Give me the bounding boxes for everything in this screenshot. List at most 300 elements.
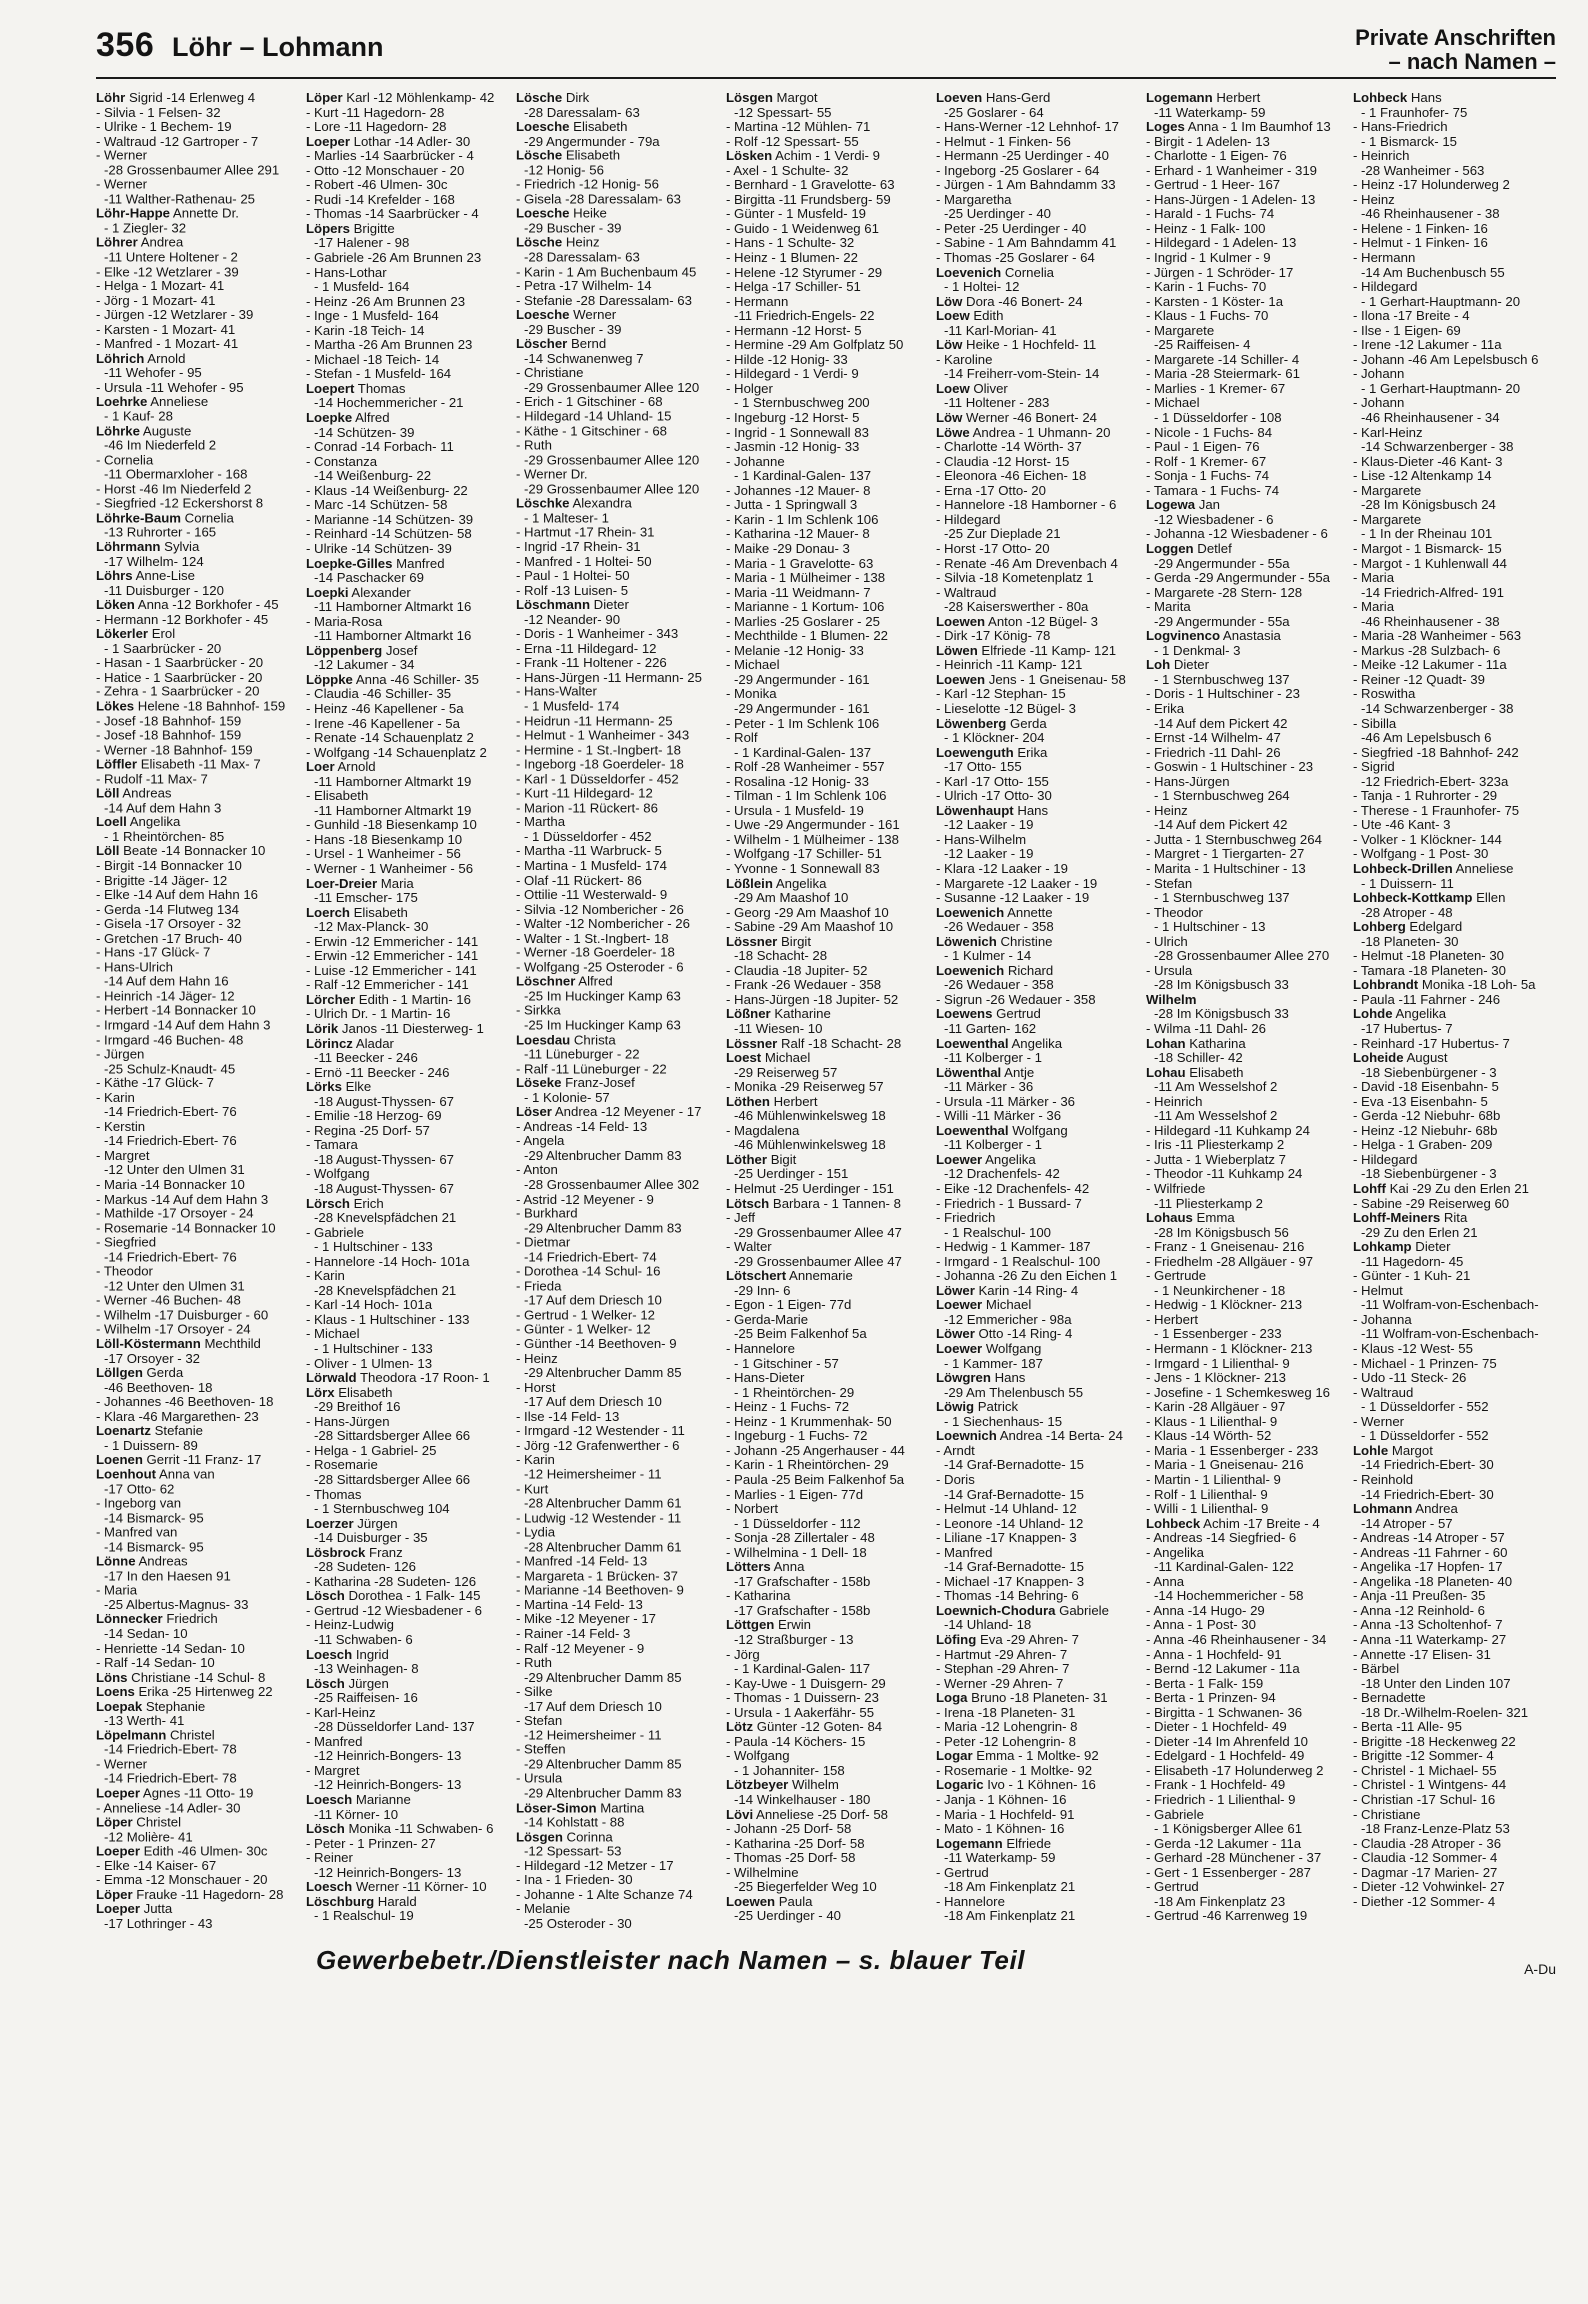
directory-entry: - Heinz - 1 Blumen- 22 bbox=[726, 251, 858, 266]
surname: Löll bbox=[96, 786, 120, 801]
directory-entry-head: Loga Bruno -18 Planeten- 31 bbox=[936, 1691, 1108, 1706]
surname: Lohau bbox=[1146, 1065, 1186, 1080]
directory-entry: - Marianne -14 Beethoven- 9 bbox=[516, 1583, 684, 1598]
directory-entry: - Eva -13 Eisenbahn- 5 bbox=[1353, 1094, 1488, 1109]
surname: Loewnich bbox=[936, 1429, 997, 1444]
surname: Loest bbox=[726, 1051, 762, 1066]
directory-entry: - 1 Ziegler- 32 bbox=[104, 221, 187, 236]
directory-entry: - Hermann bbox=[726, 294, 789, 309]
directory-entry: - Wolfgang -17 Schiller- 51 bbox=[726, 847, 882, 862]
directory-entry: - Jürgen - 1 Schröder- 17 bbox=[1146, 265, 1294, 280]
directory-entry: - Werner Dr. bbox=[516, 467, 588, 482]
directory-entry: - Iris -11 Pliesterkamp 2 bbox=[1146, 1138, 1285, 1153]
directory-entry: - Sonja -28 Zillertaler - 48 bbox=[726, 1531, 875, 1546]
surname: Löken bbox=[96, 598, 135, 613]
directory-entry: - Jutta - 1 Springwall 3 bbox=[726, 498, 858, 513]
directory-entry: - Marianne - 1 Kortum- 106 bbox=[726, 600, 885, 615]
directory-entry: - Frieda bbox=[516, 1279, 562, 1294]
directory-entry: -11 Schwaben- 6 bbox=[314, 1632, 413, 1647]
directory-entry: - Wolfgang - 1 Post- 30 bbox=[1353, 847, 1489, 862]
surname: Loew bbox=[936, 309, 970, 324]
directory-entry: - Hans -18 Biesenkamp 10 bbox=[306, 832, 463, 847]
directory-entry: - Ursula -11 Märker - 36 bbox=[936, 1094, 1075, 1109]
directory-entry-head: Loell Angelika bbox=[96, 815, 181, 830]
directory-entry: - Christel - 1 Michael- 55 bbox=[1353, 1763, 1497, 1778]
directory-entry: - Eleonora -46 Eichen- 18 bbox=[936, 469, 1087, 484]
directory-entry-head: Lösbrock Franz bbox=[306, 1545, 403, 1560]
directory-entry-head: Löppenberg Josef bbox=[306, 643, 418, 658]
directory-entry-head: Lohbeck-Kottkamp Ellen bbox=[1353, 891, 1506, 906]
directory-entry-head: Loewenguth Erika bbox=[936, 745, 1048, 760]
directory-entry: -17 Auf dem Driesch 10 bbox=[524, 1699, 662, 1714]
directory-entry: - Stefanie -28 Daressalam- 63 bbox=[516, 293, 692, 308]
surname: Loevenich bbox=[936, 265, 1002, 280]
surname: Löschmann bbox=[516, 598, 591, 613]
directory-entry-head: Loeper Lothar -14 Adler- 30 bbox=[306, 134, 471, 149]
directory-entry: - Johannes -12 Mauer- 8 bbox=[726, 483, 871, 498]
directory-entry: - Berta - 1 Prinzen- 94 bbox=[1146, 1691, 1276, 1706]
directory-entry: - Tanja - 1 Ruhrorter - 29 bbox=[1353, 789, 1498, 804]
footer-note: Gewerbebetr./Dienstleister nach Namen – s. blauer Teil bbox=[316, 1945, 1026, 1975]
directory-entry: - Werner bbox=[96, 1757, 148, 1772]
directory-entry: -18 August-Thyssen- 67 bbox=[314, 1094, 455, 1109]
directory-entry: - Holger bbox=[726, 381, 773, 396]
directory-entry-head: Loh Dieter bbox=[1146, 658, 1210, 673]
surname: Lösgen bbox=[516, 1830, 563, 1844]
directory-entry: - Katharina bbox=[726, 1589, 791, 1604]
directory-entry: - Gert - 1 Essenberger - 287 bbox=[1146, 1865, 1311, 1880]
directory-entry: - Markus -28 Sulzbach- 6 bbox=[1353, 643, 1501, 658]
directory-entry: -17 Halener - 98 bbox=[314, 236, 410, 251]
directory-entry-head: Löpelmann Christel bbox=[96, 1728, 215, 1743]
directory-entry: - Käthe - 1 Gitschiner - 68 bbox=[516, 424, 667, 439]
directory-entry: - Hans-Jürgen - 1 Adelen- 13 bbox=[1146, 192, 1316, 207]
directory-entry: - 1 Hultschiner - 133 bbox=[314, 1342, 433, 1357]
directory-entry: -17 Grafschafter - 158b bbox=[734, 1574, 871, 1589]
directory-entry: -12 Friedrich-Ebert- 323a bbox=[1361, 774, 1509, 789]
directory-entry: -17 Grafschafter - 158b bbox=[734, 1603, 871, 1618]
directory-entry: -11 Kolberger - 1 bbox=[944, 1138, 1042, 1153]
directory-entry: -17 In den Haesen 91 bbox=[104, 1569, 231, 1584]
directory-entry: -18 Siebenbürgener - 3 bbox=[1361, 1167, 1497, 1182]
directory-entry: - Friedhelm -28 Allgäuer - 97 bbox=[1146, 1254, 1314, 1269]
directory-entry: - Käthe -17 Glück- 7 bbox=[96, 1076, 215, 1091]
directory-entry: - Goswin - 1 Hultschiner - 23 bbox=[1146, 760, 1314, 775]
directory-entry: - Claudia -12 Sommer- 4 bbox=[1353, 1851, 1498, 1866]
directory-entry: - Peter -25 Uerdinger - 40 bbox=[936, 221, 1087, 236]
directory-entry: - Luise -12 Emmericher - 141 bbox=[306, 963, 477, 978]
directory-entry: -46 Am Lepelsbusch 6 bbox=[1361, 731, 1492, 746]
directory-entry: - Ulrike - 1 Bechem- 19 bbox=[96, 119, 232, 134]
directory-entry-head: Lösche Elisabeth bbox=[516, 148, 621, 163]
directory-entry: - Irmgard - 1 Lilienthal- 9 bbox=[1146, 1356, 1290, 1371]
directory-entry-head: Lövi Anneliese -25 Dorf- 58 bbox=[726, 1807, 888, 1822]
directory-entry: - 1 Hultschiner - 133 bbox=[314, 1240, 433, 1255]
directory-entry: - Brigitte -14 Jäger- 12 bbox=[96, 873, 228, 888]
directory-entry-head: Loesche Heike bbox=[516, 206, 607, 221]
directory-entry: -25 Beim Falkenhof 5a bbox=[734, 1327, 867, 1342]
surname: Logar bbox=[936, 1749, 973, 1764]
directory-entry: - Maria - 1 Gravelotte- 63 bbox=[726, 556, 874, 571]
directory-entry: - Walter - 1 St.-Ingbert- 18 bbox=[516, 931, 669, 946]
directory-entry: - Johanna -12 Wiesbadener - 6 bbox=[1146, 527, 1328, 542]
directory-entry: -25 Raiffeisen- 4 bbox=[1154, 338, 1251, 353]
directory-entry: - Siegfried -12 Eckershorst 8 bbox=[96, 496, 264, 511]
directory-entry: - Hildegard -11 Kuhkamp 24 bbox=[1146, 1123, 1310, 1138]
surname: Lohbeck-Drillen bbox=[1353, 861, 1453, 876]
surname: Lörik bbox=[306, 1022, 339, 1036]
directory-entry: - Elke -14 Auf dem Hahn 16 bbox=[96, 888, 259, 902]
directory-entry: - Karl -14 Hoch- 101a bbox=[306, 1298, 433, 1313]
directory-entry: - Dietmar bbox=[516, 1235, 571, 1250]
directory-entry: - Angela bbox=[516, 1134, 565, 1149]
surname: Lörcher bbox=[306, 992, 356, 1007]
directory-entry: - Karoline bbox=[936, 352, 993, 367]
directory-entry: - Silvia -18 Kometenplatz 1 bbox=[936, 571, 1094, 586]
directory-entry: - Helmut - 1 Finken- 16 bbox=[1353, 236, 1488, 251]
directory-entry: - Christel - 1 Wintgens- 44 bbox=[1353, 1778, 1507, 1793]
directory-entry: -25 Im Huckinger Kamp 63 bbox=[524, 1018, 681, 1033]
directory-entry: - Kurt bbox=[516, 1482, 549, 1497]
directory-entry-head: Loewen Jens - 1 Gneisenau- 58 bbox=[936, 672, 1126, 687]
directory-entry: - Helmut - 1 Wanheimer - 343 bbox=[516, 728, 690, 743]
directory-entry: - Otto -12 Monschauer - 20 bbox=[306, 163, 465, 178]
directory-entry: - Klara -12 Laaker - 19 bbox=[936, 861, 1068, 876]
directory-entry-head: Lösken Achim - 1 Verdi- 9 bbox=[726, 149, 880, 164]
directory-entry: - Markus -14 Auf dem Hahn 3 bbox=[96, 1192, 269, 1207]
directory-entry: - Günter - 1 Welker- 12 bbox=[516, 1322, 651, 1337]
directory-entry: - Gerda -12 Niebuhr- 68b bbox=[1353, 1109, 1501, 1124]
directory-entry: - Ingrid -17 Rhein- 31 bbox=[516, 540, 641, 555]
directory-entry: - Karin bbox=[306, 1269, 345, 1284]
directory-entry: -13 Ruhrorter - 165 bbox=[104, 525, 217, 540]
surname: Löwenich bbox=[936, 934, 997, 949]
directory-entry: - Werner -29 Ahren- 7 bbox=[936, 1676, 1064, 1691]
directory-entry-head: Löper Frauke -11 Hagedorn- 28 bbox=[96, 1887, 284, 1902]
directory-entry: -12 Heimersheimer - 11 bbox=[524, 1467, 662, 1482]
directory-entry: - 1 Realschul- 100 bbox=[944, 1225, 1052, 1240]
directory-entry: - Reinhard -17 Hubertus- 7 bbox=[1353, 1036, 1510, 1051]
directory-entry: - Kurt -11 Hildegard- 12 bbox=[516, 786, 653, 801]
directory-entry: -12 Molière- 41 bbox=[104, 1830, 193, 1844]
directory-entry: - 1 Düsseldorfer - 552 bbox=[1361, 1429, 1489, 1444]
directory-entry: - Mathilde -17 Orsoyer - 24 bbox=[96, 1206, 254, 1221]
directory-entry: - Karin - 1 Am Buchenbaum 45 bbox=[516, 264, 697, 279]
directory-entry: - Erna -17 Otto- 20 bbox=[936, 483, 1046, 498]
directory-entry: - Helmut -18 Planeten- 30 bbox=[1353, 949, 1504, 964]
directory-entry: - Gabriele -26 Am Brunnen 23 bbox=[306, 251, 482, 266]
directory-entry: - Maria -14 Bonnacker 10 bbox=[96, 1177, 245, 1192]
directory-entry: - Michael bbox=[1146, 396, 1200, 411]
section-title-line1: Private Anschriften bbox=[1355, 25, 1556, 50]
directory-entry: - Ulrich bbox=[1146, 934, 1188, 949]
directory-entry: - Claudia -12 Horst- 15 bbox=[936, 454, 1070, 469]
directory-entry: -28 Grossenbaumer Allee 302 bbox=[524, 1177, 700, 1192]
directory-entry: - Anna -14 Hugo- 29 bbox=[1146, 1603, 1265, 1618]
directory-entry: - Reinhard -14 Schützen- 58 bbox=[306, 527, 472, 542]
directory-entry-head: Logewa Jan bbox=[1146, 498, 1221, 513]
directory-entry: - Hermann -12 Borkhofer - 45 bbox=[96, 612, 269, 627]
directory-entry: -11 Wolfram-von-Eschenbach- bbox=[1361, 1298, 1539, 1313]
directory-entry: -11 Körner- 10 bbox=[314, 1807, 399, 1822]
surname: Lössner bbox=[726, 934, 778, 949]
directory-entry: -11 Duisburger - 120 bbox=[104, 583, 224, 598]
directory-entry: -14 Weißenburg- 22 bbox=[314, 469, 432, 484]
surname: Löwe bbox=[936, 425, 970, 440]
directory-entry-head: Lötz Günter -12 Goten- 84 bbox=[726, 1720, 883, 1735]
directory-entry-head: Lohbeck-Drillen Anneliese bbox=[1353, 861, 1514, 876]
directory-entry: - Conrad -14 Forbach- 11 bbox=[306, 440, 454, 455]
surname: Lösch bbox=[306, 1822, 345, 1837]
directory-entry: - Wilfriede bbox=[1146, 1182, 1206, 1197]
directory-entry: - Gabriele bbox=[306, 1225, 364, 1240]
directory-entry: - Margarete bbox=[1353, 512, 1422, 527]
directory-entry-head: Löser-Simon Martina bbox=[516, 1801, 645, 1815]
directory-entry-head: Lößlein Angelika bbox=[726, 876, 827, 891]
surname: Löpers bbox=[306, 221, 350, 236]
surname: Loepert bbox=[306, 381, 355, 396]
directory-entry: - Michael -18 Teich- 14 bbox=[306, 352, 440, 367]
directory-entry: -14 Schwarzenberger - 38 bbox=[1361, 440, 1514, 455]
directory-entry: - Karl-Heinz bbox=[306, 1705, 376, 1720]
directory-entry: - Horst -46 Im Niederfeld 2 bbox=[96, 482, 252, 497]
surname: Loewens bbox=[936, 1007, 993, 1022]
directory-entry-head: Löscher Bernd bbox=[516, 337, 607, 352]
directory-entry-head: Löschmann Dieter bbox=[516, 598, 629, 613]
directory-entry: - Karin -28 Allgäuer - 97 bbox=[1146, 1400, 1286, 1415]
directory-entry-head: Loheide August bbox=[1353, 1051, 1448, 1066]
directory-entry: - Friedrich - 1 Bussard- 7 bbox=[936, 1196, 1082, 1211]
directory-entry: - Christiane bbox=[1353, 1807, 1421, 1822]
directory-entry: - Karin bbox=[96, 1090, 135, 1105]
surname: Lohaus bbox=[1146, 1211, 1193, 1226]
directory-entry-head: Loerzer Jürgen bbox=[306, 1516, 398, 1531]
directory-entry: -12 Spessart- 53 bbox=[524, 1844, 622, 1859]
directory-entry: -14 Schwanenweg 7 bbox=[524, 351, 644, 366]
directory-entry: -11 Hamborner Altmarkt 16 bbox=[314, 629, 472, 644]
directory-entry-head: Lohbeck Hans bbox=[1353, 91, 1442, 105]
directory-entry: - Wilhelmina - 1 Dell- 18 bbox=[726, 1545, 867, 1560]
directory-entry: - Brigitte -12 Sommer- 4 bbox=[1353, 1749, 1494, 1764]
directory-entry: - Hans-Wilhelm bbox=[936, 832, 1027, 847]
directory-entry: -18 Siebenbürgener - 3 bbox=[1361, 1065, 1497, 1080]
directory-entry: - Andreas -14 Feld- 13 bbox=[516, 1119, 648, 1134]
directory-entry: - Steffen bbox=[516, 1743, 566, 1758]
directory-entry: - Walter bbox=[726, 1240, 772, 1255]
directory-entry-head: Logaric Ivo - 1 Köhnen- 16 bbox=[936, 1778, 1096, 1793]
directory-entry: -12 Wiesbadener - 6 bbox=[1154, 512, 1274, 527]
directory-entry: - Wilhelm -17 Duisburger - 60 bbox=[96, 1308, 269, 1323]
directory-column-3 bbox=[516, 91, 720, 1931]
directory-entry-head: Löw Heike - 1 Hochfeld- 11 bbox=[936, 338, 1097, 353]
directory-entry: - Dieter - 1 Hochfeld- 49 bbox=[1146, 1720, 1287, 1735]
directory-entry: - Birgitta - 1 Schwanen- 36 bbox=[1146, 1705, 1303, 1720]
directory-entry: - 1 Kolonie- 57 bbox=[524, 1090, 610, 1105]
directory-entry: -14 Auf dem Hahn 16 bbox=[104, 974, 229, 989]
directory-entry: - Günther -14 Beethoven- 9 bbox=[516, 1337, 677, 1352]
directory-entry: - Heinz - 1 Krummenhak- 50 bbox=[726, 1414, 892, 1429]
directory-entry-head: Löffler Elisabeth -11 Max- 7 bbox=[96, 757, 261, 772]
section-title bbox=[1355, 26, 1556, 74]
directory-entry: - Stefan bbox=[516, 1714, 563, 1729]
directory-entry: -28 Kaiserswerther - 80a bbox=[944, 600, 1089, 615]
surname: Loewenthal bbox=[936, 1036, 1009, 1051]
surname: Lohkamp bbox=[1353, 1240, 1412, 1255]
surname: Loesdau bbox=[516, 1032, 571, 1047]
directory-entry: -11 Holtener - 283 bbox=[944, 396, 1050, 411]
directory-entry-head: Löwenberg Gerda bbox=[936, 716, 1047, 731]
directory-entry: -28 Im Königsbusch 33 bbox=[1154, 978, 1289, 993]
directory-entry: - Claudia -18 Jupiter- 52 bbox=[726, 963, 868, 978]
directory-entry: -14 Friedrich-Ebert- 76 bbox=[104, 1250, 237, 1265]
directory-entry: - Oliver - 1 Ulmen- 13 bbox=[306, 1356, 433, 1371]
directory-entry: -12 Heinrich-Bongers- 13 bbox=[314, 1778, 462, 1793]
directory-entry-head: Loepak Stephanie bbox=[96, 1699, 206, 1714]
directory-entry: - Maria - 1 Essenberger - 233 bbox=[1146, 1443, 1319, 1458]
surname: Loesch bbox=[306, 1880, 353, 1895]
surname: Löther bbox=[726, 1152, 768, 1167]
surname: Loeven bbox=[936, 91, 983, 105]
surname: Logemann bbox=[1146, 91, 1213, 105]
directory-entry: - Mato - 1 Köhnen- 16 bbox=[936, 1822, 1065, 1837]
directory-entry: - Henriette -14 Sedan- 10 bbox=[96, 1641, 245, 1656]
directory-entry: - 1 Düsseldorfer - 452 bbox=[524, 830, 652, 845]
directory-entry: - Martin - 1 Lilienthal- 9 bbox=[1146, 1472, 1281, 1487]
directory-entry: -28 Daressalam- 63 bbox=[524, 105, 640, 120]
directory-entry: -17 Otto- 62 bbox=[104, 1482, 175, 1497]
directory-entry: -14 Friedrich-Alfred- 191 bbox=[1361, 585, 1504, 600]
directory-entry: -29 Angermunder - 55a bbox=[1154, 556, 1290, 571]
directory-entry: - 1 Kammer- 187 bbox=[944, 1356, 1043, 1371]
directory-entry: -12 Unter den Ulmen 31 bbox=[104, 1279, 245, 1294]
directory-entry: - Berta - 1 Falk- 159 bbox=[1146, 1676, 1264, 1691]
directory-entry: -29 Angermunder - 161 bbox=[734, 701, 870, 716]
directory-entry: - Gerda -12 Lakumer - 11a bbox=[1146, 1836, 1302, 1851]
directory-entry: - Anna -12 Reinhold- 6 bbox=[1353, 1603, 1485, 1618]
directory-entry: - Volker - 1 Klöckner- 144 bbox=[1353, 832, 1502, 847]
surname: Lösch bbox=[306, 1589, 345, 1604]
directory-entry: -29 Grossenbaumer Allee 47 bbox=[734, 1225, 902, 1240]
directory-entry-head: Lörwald Theodora -17 Roon- 1 bbox=[306, 1371, 490, 1386]
surname: Loewen bbox=[726, 1894, 776, 1909]
directory-entry: - Margarete -28 Stern- 128 bbox=[1146, 585, 1303, 600]
directory-entry: - Charlotte -14 Wörth- 37 bbox=[936, 440, 1082, 455]
directory-entry: - Meike -12 Lakumer - 11a bbox=[1353, 658, 1507, 673]
directory-entry: -14 Friedrich-Ebert- 76 bbox=[104, 1105, 237, 1120]
directory-entry: - Klaus - 1 Fuchs- 70 bbox=[1146, 309, 1269, 324]
directory-entry-head: Löhr-Happe Annette Dr. bbox=[96, 206, 239, 221]
directory-entry: - Gertrude bbox=[1146, 1269, 1207, 1284]
directory-entry: -29 Buscher - 39 bbox=[524, 221, 622, 236]
surname: Loewer bbox=[936, 1152, 983, 1167]
directory-entry: - Andreas -14 Siegfried- 6 bbox=[1146, 1531, 1297, 1546]
directory-entry-head: Löwig Patrick bbox=[936, 1400, 1019, 1415]
directory-entry: -25 Uerdinger - 151 bbox=[734, 1167, 849, 1182]
directory-entry: - Mike -12 Meyener - 17 bbox=[516, 1612, 656, 1627]
directory-entry: -11 Walther-Rathenau- 25 bbox=[104, 192, 255, 207]
directory-entry-head: Lohmann Andrea bbox=[1353, 1502, 1458, 1517]
directory-entry: - Hildegard -12 Metzer - 17 bbox=[516, 1858, 674, 1873]
directory-entry: - Heinz -26 Am Brunnen 23 bbox=[306, 294, 466, 309]
directory-entry: - Siegfried -18 Bahnhof- 242 bbox=[1353, 745, 1519, 760]
directory-entry: - Hasan - 1 Saarbrücker - 20 bbox=[96, 656, 264, 671]
surname: Lohbrandt bbox=[1353, 978, 1419, 993]
directory-entry: -12 Neander- 90 bbox=[524, 612, 621, 627]
directory-entry: -17 Hubertus- 7 bbox=[1361, 1022, 1453, 1036]
directory-entry: - Emma -12 Monschauer - 20 bbox=[96, 1873, 268, 1888]
surname: Loesch bbox=[306, 1647, 353, 1662]
directory-entry: -18 Franz-Lenze-Platz 53 bbox=[1361, 1822, 1510, 1837]
directory-entry: -12 Unter den Ulmen 31 bbox=[104, 1163, 245, 1178]
surname: Löll-Köstermann bbox=[96, 1337, 201, 1352]
directory-entry: -46 Mühlenwinkelsweg 18 bbox=[734, 1138, 886, 1153]
directory-entry: - Anton bbox=[516, 1163, 558, 1178]
directory-entry: -17 Lothringer - 43 bbox=[104, 1916, 213, 1931]
directory-entry-head: Logar Emma - 1 Moltke- 92 bbox=[936, 1749, 1099, 1764]
surname: Lohberg bbox=[1353, 920, 1406, 935]
directory-entry: - Friedrich - 1 Lilienthal- 9 bbox=[1146, 1792, 1296, 1807]
directory-entry: - Marita - 1 Hultschiner - 13 bbox=[1146, 861, 1306, 876]
directory-entry: - Irene -46 Kapellener - 5a bbox=[306, 716, 460, 731]
directory-entry: - Ursula - 1 Musfeld- 19 bbox=[726, 803, 864, 818]
directory-entry: - 1 Denkmal- 3 bbox=[1154, 643, 1241, 658]
directory-entry: - Marlies -25 Goslarer - 25 bbox=[726, 614, 880, 629]
directory-entry: - Elke -14 Kaiser- 67 bbox=[96, 1858, 217, 1873]
directory-entry: - Helga - 1 Gabriel- 25 bbox=[306, 1443, 437, 1458]
directory-entry: - Thomas -14 Behring- 6 bbox=[936, 1589, 1079, 1604]
directory-columns bbox=[96, 91, 1556, 1931]
surname: Loewer bbox=[936, 1342, 983, 1357]
directory-entry-head: Löllgen Gerda bbox=[96, 1366, 184, 1381]
directory-entry-head: Lösgen Corinna bbox=[516, 1830, 613, 1844]
directory-entry: - Margot - 1 Bismarck- 15 bbox=[1353, 541, 1502, 556]
directory-entry: - Hans - 1 Schulte- 32 bbox=[726, 236, 855, 251]
directory-entry-head: Loggen Detlef bbox=[1146, 541, 1232, 556]
surname: Loerzer bbox=[306, 1516, 354, 1531]
directory-entry: - Margot - 1 Kuhlenwall 44 bbox=[1353, 556, 1507, 571]
directory-entry: - 1 Gitschiner - 57 bbox=[734, 1356, 839, 1371]
directory-entry: - Ilona -17 Breite - 4 bbox=[1353, 309, 1470, 324]
directory-entry: -17 Wilhelm- 124 bbox=[104, 554, 204, 569]
directory-entry: - Edelgard - 1 Hochfeld- 49 bbox=[1146, 1749, 1305, 1764]
directory-column-7 bbox=[1353, 91, 1556, 1931]
directory-entry: - Tamara - 1 Fuchs- 74 bbox=[1146, 483, 1280, 498]
surname: Lohde bbox=[1353, 1007, 1393, 1022]
directory-column-1 bbox=[96, 91, 300, 1931]
directory-entry: -11 Waterkamp- 59 bbox=[944, 1851, 1056, 1866]
surname: Loeper bbox=[96, 1902, 140, 1917]
directory-entry: - Günter - 1 Musfeld- 19 bbox=[726, 207, 866, 222]
directory-entry-head: Lörik Janos -11 Diesterweg- 1 bbox=[306, 1022, 484, 1036]
directory-entry: - Kay-Uwe - 1 Duisgern- 29 bbox=[726, 1676, 886, 1691]
directory-entry: - Wolfgang bbox=[306, 1167, 370, 1182]
directory-entry: -25 Osteroder - 30 bbox=[524, 1916, 632, 1931]
surname: Loewen bbox=[936, 614, 986, 629]
directory-entry-head: Löfing Eva -29 Ahren- 7 bbox=[936, 1632, 1079, 1647]
directory-entry: -12 Heinrich-Bongers- 13 bbox=[314, 1865, 462, 1880]
directory-entry: -18 Schiller- 42 bbox=[1154, 1051, 1243, 1066]
directory-entry: - Hermann -25 Uerdinger - 40 bbox=[936, 149, 1109, 164]
directory-entry: - Maria-Rosa bbox=[306, 614, 383, 629]
directory-entry: - Silvia - 1 Felsen- 32 bbox=[96, 105, 221, 120]
surname: Lohle bbox=[1353, 1443, 1389, 1458]
surname: Loewen bbox=[936, 672, 986, 687]
directory-entry: - Christiane bbox=[516, 366, 584, 381]
directory-entry: -14 Auf dem Hahn 3 bbox=[104, 801, 222, 816]
directory-entry-head: Loest Michael bbox=[726, 1051, 811, 1066]
surname: Löhrich bbox=[96, 351, 145, 366]
directory-entry: - 1 Fraunhofer- 75 bbox=[1361, 105, 1468, 120]
